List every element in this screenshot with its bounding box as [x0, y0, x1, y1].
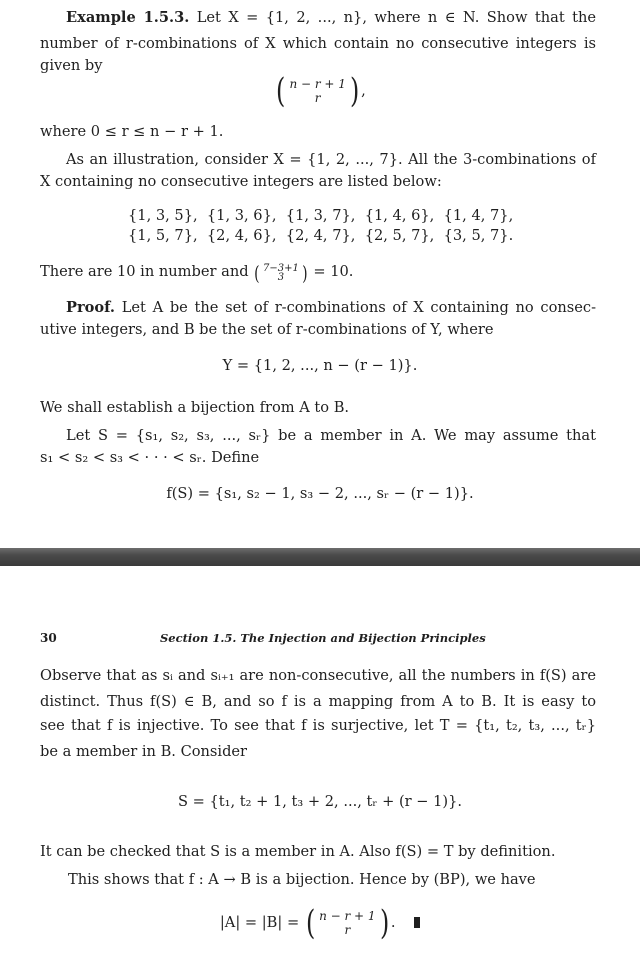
- count-binomial: [253, 263, 308, 283]
- count-left-paren: (: [254, 261, 260, 285]
- example-line-2: number of r-combinations of X which contain no consecutive integers is: [40, 35, 596, 52]
- proof-line-1: [40, 298, 596, 318]
- running-header: Section 1.5. The Injection and Bijection Principles: [160, 631, 486, 645]
- example-label: Example 1.5.3.: [66, 9, 190, 26]
- binom-bottom: r: [314, 91, 321, 105]
- left-paren: (: [276, 71, 286, 111]
- s-line-1: Let S = {s₁, s₂, s₃, ..., sᵣ} be a member in A. We may assume that: [66, 427, 596, 444]
- final-left-paren: (: [305, 903, 316, 943]
- page-separator: [0, 548, 640, 566]
- final-binom-bottom: r: [344, 923, 351, 937]
- proof-statement-start: Let A be the set of r-combinations of X containing no consec-: [121, 299, 597, 316]
- binom-stack: [289, 77, 345, 105]
- illustration-line-1: As an illustration, consider X = {1, 2, ..., 7}. All the 3-combinations of: [66, 151, 596, 168]
- check-line: It can be checked that S is a member in A. Also f(S) = T by definition.: [40, 843, 556, 860]
- count-binom-top: 7−3+1: [263, 263, 299, 274]
- final-right-paren: ): [379, 903, 389, 943]
- count-binom-stack: [263, 264, 299, 282]
- count-binom-bottom: 3: [277, 272, 285, 283]
- count-right-paren: ): [302, 261, 308, 285]
- para-line-1: Observe that as sᵢ and sᵢ₊₁ are non-consecutive, all the numbers in f(S) are: [40, 667, 596, 684]
- count-text: There are 10 in number and: [40, 263, 249, 280]
- example-statement-start: Let X = {1, 2, ..., n}, where n ∈ N. Show that the: [196, 9, 596, 26]
- binomial-coefficient: [274, 71, 361, 111]
- count-line: [40, 262, 596, 283]
- s-definition: S = {t₁, t₂ + 1, t₃ + 2, ..., tᵣ + (r − 1)}.: [177, 793, 463, 810]
- page-number: 30: [40, 631, 57, 645]
- final-binom-top: n − r + 1: [319, 909, 376, 923]
- where-line: where 0 ≤ r ≤ n − r + 1.: [40, 123, 224, 140]
- example-line-1: [40, 8, 596, 28]
- sets-row-2: {1, 5, 7}, {2, 4, 6}, {2, 4, 7}, {2, 5, 7}, {3, 5, 7}.: [128, 227, 514, 244]
- binom-formula: [0, 71, 640, 114]
- para-line-4: be a member in B. Consider: [40, 743, 248, 760]
- final-formula: [0, 903, 640, 946]
- proof-label: Proof.: [66, 299, 115, 316]
- f-definition: f(S) = {s₁, s₂ − 1, s₃ − 2, ..., sᵣ − (r − 1)}.: [166, 485, 474, 502]
- final-binomial: [304, 903, 391, 943]
- page-bottom: [0, 566, 640, 968]
- count-result: = 10.: [313, 263, 354, 280]
- right-paren: ): [349, 71, 360, 111]
- sets-row-1: {1, 3, 5}, {1, 3, 6}, {1, 3, 7}, {1, 4, 6}, {1, 4, 7},: [128, 207, 514, 224]
- proof-line-2: utive integers, and B be the set of r-combinations of Y, where: [40, 321, 494, 338]
- s-line-2: s₁ < s₂ < s₃ < · · · < sᵣ. Define: [40, 449, 260, 466]
- final-period: .: [390, 914, 396, 931]
- y-definition: Y = {1, 2, ..., n − (r − 1)}.: [222, 357, 418, 374]
- shows-line: This shows that f : A → B is a bijection. Hence by (BP), we have: [68, 871, 536, 888]
- final-lhs: |A| = |B| =: [219, 914, 300, 931]
- para-line-2: distinct. Thus f(S) ∈ B, and so f is a mapping from A to B. It is easy to: [40, 693, 596, 710]
- example-line-3: given by: [40, 57, 103, 74]
- binom-comma: ,: [361, 82, 366, 99]
- final-binom-stack: [319, 909, 375, 937]
- illustration-line-2: X containing no consecutive integers are listed below:: [40, 173, 442, 190]
- binom-top: n − r + 1: [289, 77, 346, 91]
- bijection-line: We shall establish a bijection from A to B.: [40, 399, 350, 416]
- qed-square-icon: [414, 917, 420, 928]
- para-line-3: see that f is injective. To see that f is surjective, let T = {t₁, t₂, t₃, ..., tᵣ}: [40, 717, 596, 734]
